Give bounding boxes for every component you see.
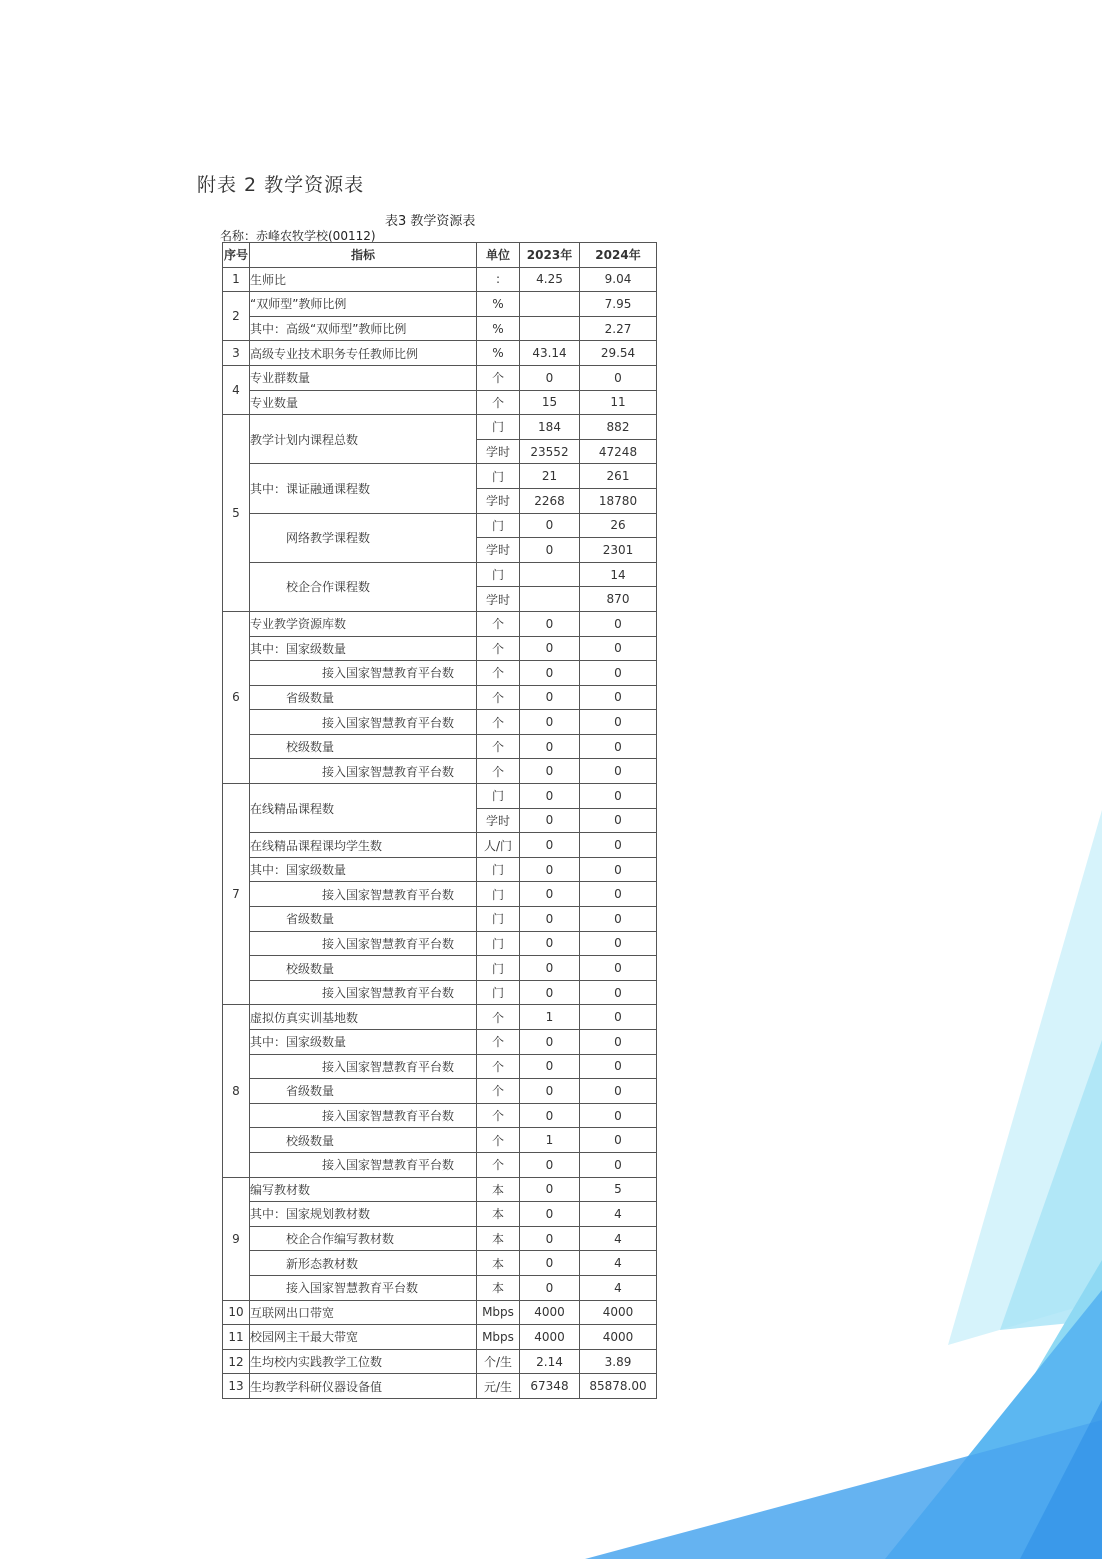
unit-cell: 个 [477,734,520,759]
indicator-cell: 在线精品课程数 [250,784,477,833]
table-row [223,1275,657,1300]
value-2024-cell: 0 [580,759,657,784]
indicator-cell: 校企合作课程数 [250,562,477,611]
row-number: 11 [223,1325,250,1350]
value-2023-cell: 0 [520,1275,580,1300]
value-2023-cell: 1 [520,1128,580,1153]
indicator-cell: 接入国家智慧教育平台数 [250,931,477,956]
row-number: 7 [223,784,250,1005]
value-2024-cell: 4000 [580,1300,657,1325]
value-2024-cell: 261 [580,464,657,489]
indicator-cell: 接入国家智慧教育平台数 [250,1103,477,1128]
value-2023-cell [520,562,580,587]
table-row [223,661,657,686]
indicator-cell: “双师型”教师比例 [250,292,477,317]
table-header-row [223,243,657,268]
indicator-cell: 接入国家智慧教育平台数 [250,1152,477,1177]
unit-cell: 学时 [477,488,520,513]
shape-light [948,810,1102,1345]
header-2024: 2024年 [580,243,657,268]
table-row [223,636,657,661]
header-2023: 2023年 [520,243,580,268]
indicator-cell: 其中：国家级数量 [250,1030,477,1055]
shape-mid [1000,1040,1102,1330]
indicator-cell: 接入国家智慧教育平台数 [250,882,477,907]
indicator-cell: 省级数量 [250,685,477,710]
value-2024-cell: 0 [580,1030,657,1055]
value-2024-cell: 0 [580,1128,657,1153]
value-2024-cell: 0 [580,365,657,390]
indicator-cell: 校企合作编写教材数 [250,1226,477,1251]
value-2024-cell: 2.27 [580,316,657,341]
table-row [223,1152,657,1177]
table-title: 表3 教学资源表 [385,214,476,229]
value-2024-cell: 0 [580,907,657,932]
indicator-cell: 生均校内实践教学工位数 [250,1349,477,1374]
value-2024-cell: 0 [580,685,657,710]
unit-cell: Mbps [477,1300,520,1325]
table-row [223,611,657,636]
value-2024-cell: 0 [580,636,657,661]
value-2023-cell: 21 [520,464,580,489]
row-number: 8 [223,1005,250,1177]
value-2024-cell: 870 [580,587,657,612]
value-2023-cell: 23552 [520,439,580,464]
value-2023-cell [520,316,580,341]
table-row [223,857,657,882]
indicator-cell: 其中：国家级数量 [250,857,477,882]
value-2023-cell: 0 [520,882,580,907]
table-row [223,980,657,1005]
row-number: 9 [223,1177,250,1300]
value-2024-cell: 7.95 [580,292,657,317]
value-2024-cell: 0 [580,1054,657,1079]
table-row [223,1226,657,1251]
table-body [223,267,657,1398]
table-row [223,759,657,784]
value-2024-cell: 4000 [580,1325,657,1350]
unit-cell: 门 [477,464,520,489]
indicator-cell: 校级数量 [250,734,477,759]
table-row [223,1030,657,1055]
indicator-cell: 互联网出口带宽 [250,1300,477,1325]
value-2024-cell: 26 [580,513,657,538]
value-2024-cell: 9.04 [580,267,657,292]
value-2023-cell: 2268 [520,488,580,513]
unit-cell: 个 [477,1054,520,1079]
value-2023-cell: 0 [520,1030,580,1055]
unit-cell: 学时 [477,808,520,833]
unit-cell: % [477,292,520,317]
table-row [223,513,657,538]
value-2023-cell: 0 [520,1251,580,1276]
unit-cell: 本 [477,1251,520,1276]
table-row [223,956,657,981]
unit-cell: 学时 [477,439,520,464]
indicator-cell: 在线精品课程课均学生数 [250,833,477,858]
value-2023-cell: 0 [520,538,580,563]
value-2023-cell: 4000 [520,1300,580,1325]
value-2023-cell [520,292,580,317]
value-2024-cell: 0 [580,661,657,686]
unit-cell: 门 [477,882,520,907]
indicator-cell: 专业数量 [250,390,477,415]
value-2024-cell: 0 [580,710,657,735]
table-row [223,1128,657,1153]
unit-cell: 门 [477,415,520,440]
indicator-cell: 其中：课证融通课程数 [250,464,477,513]
header-no: 序号 [223,243,250,268]
value-2024-cell: 0 [580,956,657,981]
unit-cell: 元/生 [477,1374,520,1399]
table-row [223,734,657,759]
value-2024-cell: 18780 [580,488,657,513]
value-2024-cell: 0 [580,784,657,809]
unit-cell: 门 [477,784,520,809]
table-row [223,931,657,956]
shape-deep [1020,1400,1102,1559]
unit-cell: % [477,316,520,341]
shape-dark-2 [585,1420,1102,1559]
indicator-cell: 接入国家智慧教育平台数 [250,661,477,686]
unit-cell: 个 [477,611,520,636]
value-2024-cell: 2301 [580,538,657,563]
table-row [223,1103,657,1128]
value-2024-cell: 0 [580,1152,657,1177]
unit-cell: Mbps [477,1325,520,1350]
row-number: 3 [223,341,250,366]
row-number: 1 [223,267,250,292]
unit-cell: 本 [477,1226,520,1251]
indicator-cell: 接入国家智慧教育平台数 [250,710,477,735]
value-2024-cell: 29.54 [580,341,657,366]
unit-cell: 个 [477,1103,520,1128]
indicator-cell: 生师比 [250,267,477,292]
value-2024-cell: 0 [580,882,657,907]
unit-cell: 个 [477,1152,520,1177]
table-row [223,882,657,907]
table-row [223,316,657,341]
unit-cell: 个 [477,1005,520,1030]
page-heading: 附表 2 教学资源表 [197,174,365,196]
unit-cell: : [477,267,520,292]
shape-dark [885,1290,1102,1559]
value-2023-cell: 0 [520,710,580,735]
unit-cell: % [477,341,520,366]
unit-cell: 学时 [477,538,520,563]
header-unit: 单位 [477,243,520,268]
value-2023-cell: 0 [520,1054,580,1079]
row-number: 6 [223,611,250,783]
value-2024-cell: 4 [580,1275,657,1300]
value-2024-cell: 0 [580,833,657,858]
indicator-cell: 高级专业技术职务专任教师比例 [250,341,477,366]
value-2023-cell: 2.14 [520,1349,580,1374]
unit-cell: 门 [477,857,520,882]
table-row [223,685,657,710]
unit-cell: 门 [477,980,520,1005]
table-row [223,1177,657,1202]
indicator-cell: 接入国家智慧教育平台数 [250,1054,477,1079]
table-row [223,341,657,366]
shape-mid-2 [960,1260,1102,1559]
unit-cell: 门 [477,931,520,956]
value-2023-cell: 4000 [520,1325,580,1350]
value-2023-cell: 0 [520,1202,580,1227]
row-number: 13 [223,1374,250,1399]
table-row [223,710,657,735]
indicator-cell: 接入国家智慧教育平台数 [250,759,477,784]
resource-table [222,242,657,1399]
indicator-cell: 校园网主干最大带宽 [250,1325,477,1350]
indicator-cell: 其中：国家级数量 [250,636,477,661]
header-indicator: 指标 [250,243,477,268]
unit-cell: 学时 [477,587,520,612]
indicator-cell: 接入国家智慧教育平台数 [250,1275,477,1300]
value-2024-cell: 0 [580,611,657,636]
value-2023-cell: 0 [520,1103,580,1128]
value-2023-cell: 0 [520,808,580,833]
indicator-cell: 编写教材数 [250,1177,477,1202]
value-2023-cell: 0 [520,759,580,784]
unit-cell: 个 [477,1030,520,1055]
indicator-cell: 其中：高级“双师型”教师比例 [250,316,477,341]
unit-cell: 人/门 [477,833,520,858]
unit-cell: 本 [477,1177,520,1202]
value-2024-cell: 4 [580,1251,657,1276]
indicator-cell: 网络教学课程数 [250,513,477,562]
table-row [223,833,657,858]
value-2024-cell: 14 [580,562,657,587]
unit-cell: 个 [477,710,520,735]
value-2024-cell: 0 [580,980,657,1005]
unit-cell: 个/生 [477,1349,520,1374]
value-2023-cell: 43.14 [520,341,580,366]
table-row [223,562,657,587]
table-row [223,365,657,390]
value-2024-cell: 5 [580,1177,657,1202]
value-2023-cell: 4.25 [520,267,580,292]
table-row [223,1325,657,1350]
value-2024-cell: 0 [580,1005,657,1030]
indicator-cell: 其中：国家规划教材数 [250,1202,477,1227]
unit-cell: 门 [477,956,520,981]
value-2023-cell: 0 [520,1226,580,1251]
table-row [223,1349,657,1374]
unit-cell: 门 [477,907,520,932]
value-2024-cell: 0 [580,931,657,956]
table-row [223,1251,657,1276]
value-2023-cell: 15 [520,390,580,415]
row-number: 2 [223,292,250,341]
indicator-cell: 接入国家智慧教育平台数 [250,980,477,1005]
value-2023-cell: 1 [520,1005,580,1030]
value-2024-cell: 0 [580,808,657,833]
table-row [223,1054,657,1079]
indicator-cell: 专业教学资源库数 [250,611,477,636]
unit-cell: 个 [477,1128,520,1153]
unit-cell: 个 [477,685,520,710]
indicator-cell: 校级数量 [250,1128,477,1153]
value-2023-cell: 184 [520,415,580,440]
value-2023-cell: 0 [520,661,580,686]
indicator-cell: 省级数量 [250,1079,477,1104]
value-2023-cell: 0 [520,513,580,538]
value-2023-cell: 0 [520,931,580,956]
value-2023-cell: 0 [520,833,580,858]
value-2023-cell: 0 [520,956,580,981]
table-row [223,267,657,292]
value-2023-cell: 0 [520,784,580,809]
value-2024-cell: 0 [580,1103,657,1128]
indicator-cell: 专业群数量 [250,365,477,390]
value-2023-cell: 0 [520,636,580,661]
value-2024-cell: 0 [580,857,657,882]
table-row [223,907,657,932]
row-number: 4 [223,365,250,414]
table-row [223,464,657,489]
value-2024-cell: 4 [580,1202,657,1227]
value-2023-cell [520,587,580,612]
table-row [223,1374,657,1399]
value-2024-cell: 11 [580,390,657,415]
value-2024-cell: 0 [580,1079,657,1104]
table-row [223,1300,657,1325]
unit-cell: 个 [477,390,520,415]
unit-cell: 个 [477,759,520,784]
table-row [223,784,657,809]
value-2023-cell: 0 [520,365,580,390]
value-2023-cell: 0 [520,980,580,1005]
indicator-cell: 省级数量 [250,907,477,932]
unit-cell: 个 [477,365,520,390]
row-number: 10 [223,1300,250,1325]
indicator-cell: 校级数量 [250,956,477,981]
row-number: 12 [223,1349,250,1374]
table-row [223,390,657,415]
value-2023-cell: 0 [520,685,580,710]
unit-cell: 个 [477,636,520,661]
indicator-cell: 教学计划内课程总数 [250,415,477,464]
unit-cell: 门 [477,513,520,538]
value-2023-cell: 0 [520,1079,580,1104]
row-number: 5 [223,415,250,612]
indicator-cell: 生均教学科研仪器设备值 [250,1374,477,1399]
table-row [223,292,657,317]
value-2024-cell: 0 [580,734,657,759]
table-row [223,415,657,440]
unit-cell: 门 [477,562,520,587]
value-2023-cell: 0 [520,1177,580,1202]
value-2024-cell: 47248 [580,439,657,464]
value-2023-cell: 0 [520,1152,580,1177]
value-2023-cell: 67348 [520,1374,580,1399]
value-2024-cell: 85878.00 [580,1374,657,1399]
org-name: 名称：赤峰农牧学校(00112) [220,229,376,243]
unit-cell: 本 [477,1275,520,1300]
value-2024-cell: 4 [580,1226,657,1251]
value-2023-cell: 0 [520,907,580,932]
table-row [223,1202,657,1227]
value-2023-cell: 0 [520,857,580,882]
unit-cell: 个 [477,1079,520,1104]
table-row [223,1079,657,1104]
indicator-cell: 新形态教材数 [250,1251,477,1276]
indicator-cell: 虚拟仿真实训基地数 [250,1005,477,1030]
value-2023-cell: 0 [520,611,580,636]
value-2024-cell: 882 [580,415,657,440]
unit-cell: 个 [477,661,520,686]
table-row [223,1005,657,1030]
value-2023-cell: 0 [520,734,580,759]
unit-cell: 本 [477,1202,520,1227]
value-2024-cell: 3.89 [580,1349,657,1374]
